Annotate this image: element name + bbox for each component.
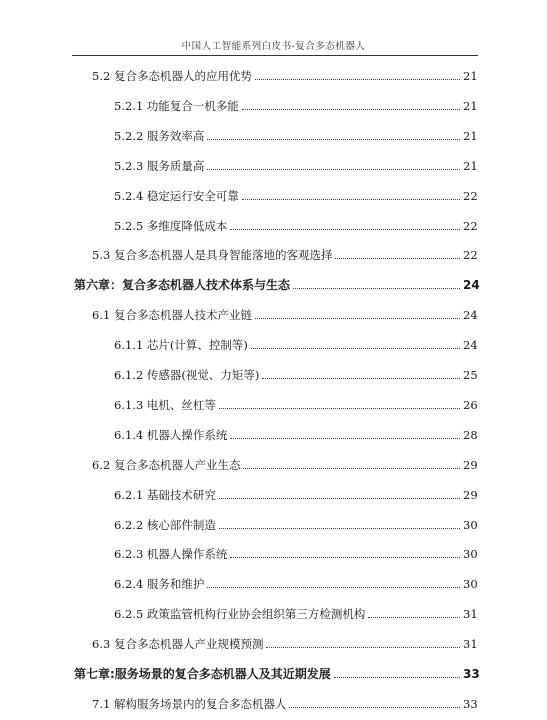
toc-page-number: 30 xyxy=(463,517,478,532)
toc-page-number: 29 xyxy=(463,457,478,472)
dot-leader xyxy=(266,647,460,648)
toc-page-number: 30 xyxy=(463,547,478,562)
toc-entry[interactable] xyxy=(0,304,547,322)
dot-leader xyxy=(219,528,460,529)
toc-entry-label: 6.1.2 传感器(视觉、力矩等) xyxy=(114,368,260,382)
toc-entry-label: 第六章：复合多态机器人技术体系与生态 xyxy=(74,278,291,293)
toc-entry[interactable] xyxy=(0,603,547,621)
dot-leader xyxy=(242,109,460,110)
toc-entry[interactable] xyxy=(0,394,547,412)
dot-leader xyxy=(251,348,460,349)
toc-entry-label: 5.2.1 功能复合一机多能 xyxy=(114,98,239,113)
toc-entry[interactable] xyxy=(0,454,547,472)
dot-leader xyxy=(207,169,460,170)
toc-entry[interactable] xyxy=(0,244,547,262)
dot-leader xyxy=(230,557,460,558)
toc-entry-label: 5.2.3 服务质量高 xyxy=(114,158,205,173)
toc-entry[interactable] xyxy=(0,424,547,442)
toc-entry[interactable] xyxy=(0,364,547,382)
toc-entry-label: 6.1.4 机器人操作系统 xyxy=(114,427,228,442)
toc-entry-label: 第七章:服务场景的复合多态机器人及其近期发展 xyxy=(74,667,331,681)
toc-entry-label: 5.2.4 稳定运行安全可靠 xyxy=(114,188,239,203)
dot-leader xyxy=(207,587,460,588)
toc-page-number: 31 xyxy=(463,607,478,622)
toc-entry[interactable] xyxy=(0,125,547,143)
toc-entry-label: 7.1 解构服务场景内的复合多态机器人 xyxy=(92,696,287,711)
toc-page-number: 28 xyxy=(463,427,478,442)
toc-entry[interactable] xyxy=(0,185,547,203)
dot-leader xyxy=(255,318,460,319)
toc-page-number: 21 xyxy=(463,69,478,83)
toc-entry[interactable] xyxy=(0,95,547,113)
toc-page-number: 24 xyxy=(463,308,478,323)
toc-entry-label: 5.3 复合多态机器人是具身智能落地的客观选择 xyxy=(92,248,333,263)
toc-page-number: 31 xyxy=(463,637,478,652)
toc-entry[interactable] xyxy=(0,514,547,532)
dot-leader xyxy=(230,229,460,230)
toc-entry[interactable] xyxy=(0,573,547,591)
toc-page-number: 24 xyxy=(463,278,480,293)
toc-entry-label: 6.3 复合多态机器人产业规模预测 xyxy=(92,637,264,652)
toc-chapter-entry[interactable] xyxy=(0,274,547,292)
dot-leader xyxy=(334,677,460,678)
toc-page-number: 21 xyxy=(463,98,478,113)
toc-entry[interactable] xyxy=(0,543,547,561)
toc-entry-label: 6.2 复合多态机器人产业生态 xyxy=(92,457,241,472)
toc-page-number: 26 xyxy=(463,397,478,412)
toc-page-number: 21 xyxy=(463,128,478,143)
dot-leader xyxy=(243,468,460,469)
toc-chapter-entry[interactable] xyxy=(0,663,547,681)
toc-entry-label: 5.2.5 多维度降低成本 xyxy=(114,218,228,233)
dot-leader xyxy=(255,79,460,80)
toc-entry-label: 5.2 复合多态机器人的应用优势 xyxy=(92,69,252,83)
toc-entry-label: 6.1 复合多态机器人技术产业链 xyxy=(92,308,252,323)
toc-entry-label: 6.2.1 基础技术研究 xyxy=(114,487,216,502)
toc-entry[interactable] xyxy=(0,65,547,83)
toc-page-number: 22 xyxy=(463,218,478,233)
toc-entry[interactable] xyxy=(0,155,547,173)
toc-entry-label: 6.2.2 核心部件制造 xyxy=(114,517,216,532)
dot-leader xyxy=(335,258,460,259)
toc-entry-label: 6.1.3 电机、丝杠等 xyxy=(114,397,216,412)
dot-leader xyxy=(289,707,460,708)
toc-page-number: 29 xyxy=(463,487,478,502)
dot-leader xyxy=(368,617,460,618)
dot-leader xyxy=(219,498,460,499)
toc-page-number: 24 xyxy=(463,338,478,353)
toc-page-number: 22 xyxy=(463,248,478,263)
toc-entry[interactable] xyxy=(0,693,547,711)
toc-page-number: 21 xyxy=(463,158,478,173)
toc-entry-label: 5.2.2 服务效率高 xyxy=(114,128,205,143)
dot-leader xyxy=(293,288,460,289)
toc-entry-label: 6.2.5 政策监管机构行业协会组织第三方检测机构 xyxy=(114,607,366,622)
toc-entry-label: 6.2.4 服务和维护 xyxy=(114,577,205,592)
toc-entry[interactable] xyxy=(0,215,547,233)
dot-leader xyxy=(262,378,460,379)
toc-page-number: 33 xyxy=(463,667,480,681)
dot-leader xyxy=(230,438,460,439)
dot-leader xyxy=(207,139,460,140)
toc-page-number: 30 xyxy=(463,577,478,592)
toc-entry-label: 6.1.1 芯片(计算、控制等) xyxy=(114,338,248,353)
toc-page-number: 22 xyxy=(463,188,478,203)
toc-entry-label: 6.2.3 机器人操作系统 xyxy=(114,547,228,562)
toc-page-number: 25 xyxy=(463,368,478,382)
toc-entry[interactable] xyxy=(0,334,547,352)
dot-leader xyxy=(219,408,460,409)
running-header: 中国人工智能系列白皮书-复合多态机器人 xyxy=(181,41,366,52)
dot-leader xyxy=(242,199,460,200)
toc-entry[interactable] xyxy=(0,484,547,502)
toc-page-number: 33 xyxy=(463,696,478,711)
toc-entry[interactable] xyxy=(0,633,547,651)
